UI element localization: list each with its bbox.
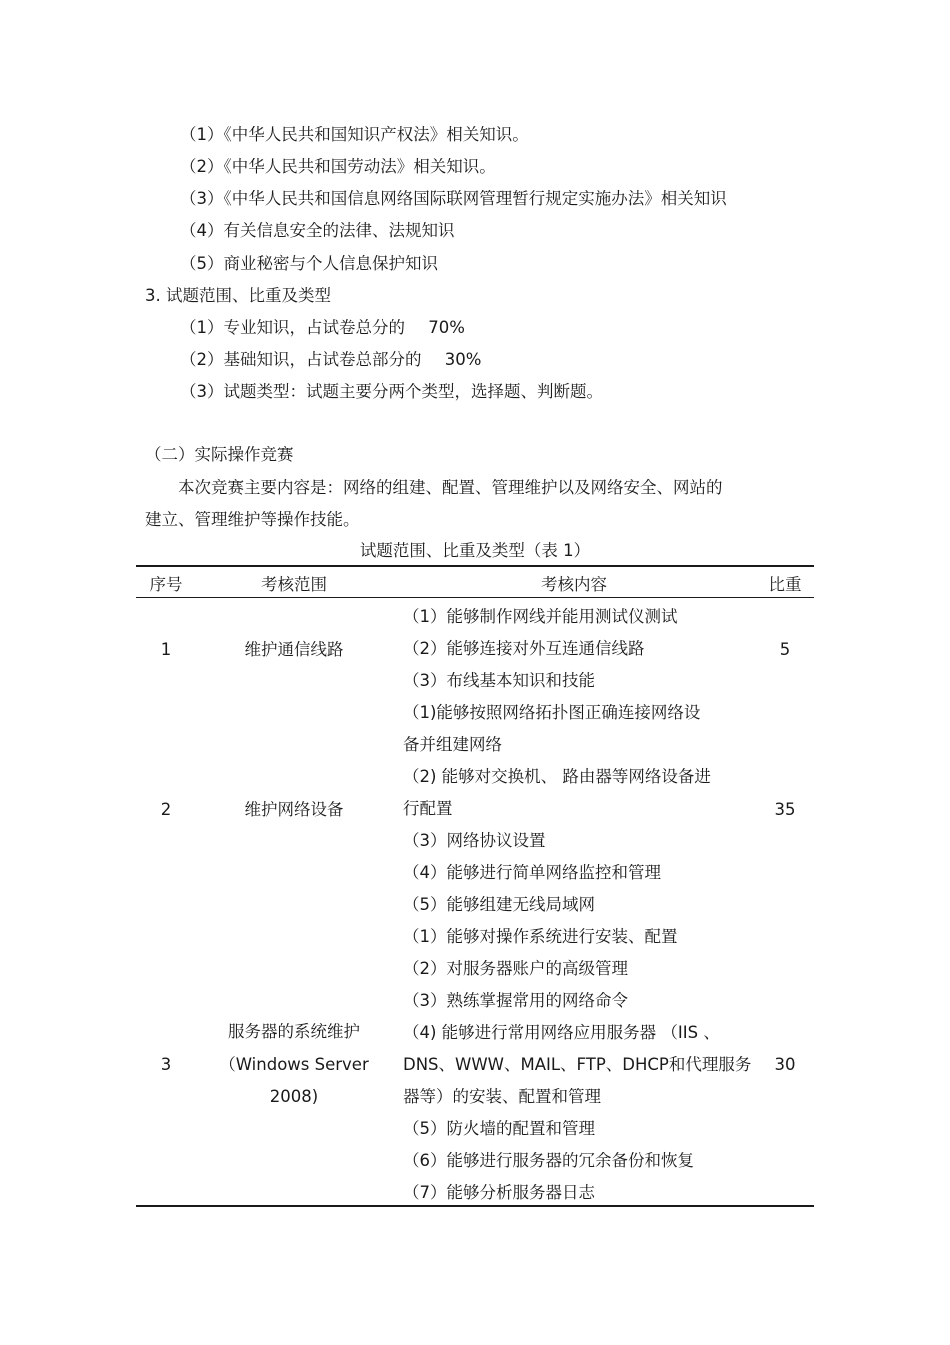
practical-heading: （二）实际操作竞赛 bbox=[145, 445, 294, 464]
row-content-line: （3）网络协议设置 bbox=[403, 831, 546, 850]
law-item: （4）有关信息安全的法律、法规知识 bbox=[180, 221, 455, 240]
law-item: （5）商业秘密与个人信息保护知识 bbox=[180, 254, 438, 273]
row-content-line: 器等）的安装、配置和管理 bbox=[403, 1087, 601, 1106]
header-weight: 比重 bbox=[768, 575, 802, 594]
row-content-line: DNS、WWW、MAIL、FTP、DHCP和代理服务 bbox=[403, 1055, 752, 1074]
practical-intro-line2: 建立、管理维护等操作技能。 bbox=[145, 510, 360, 529]
section3-item-text: （1）专业知识，占试卷总分的 bbox=[180, 318, 405, 337]
law-item: （2）《中华人民共和国劳动法》相关知识。 bbox=[180, 157, 496, 176]
row-content-line: （4）能够进行简单网络监控和管理 bbox=[403, 863, 661, 882]
row-content-line: （2）能够连接对外互连通信线路 bbox=[403, 639, 645, 658]
row-content-line: （5）能够组建无线局域网 bbox=[403, 895, 595, 914]
row-content-line: 行配置 bbox=[403, 799, 453, 818]
section3-item-text: （3）试题类型：试题主要分两个类型，选择题、判断题。 bbox=[180, 382, 603, 401]
header-no: 序号 bbox=[149, 575, 183, 594]
row-number: 1 bbox=[160, 640, 172, 659]
row-content-line: （5）防火墙的配置和管理 bbox=[403, 1119, 595, 1138]
section3-item-value: 70% bbox=[428, 318, 465, 337]
row-content-line: （2) 能够对交换机、 路由器等网络设备进 bbox=[403, 767, 711, 786]
row-content-line: （4) 能够进行常用网络应用服务器 （IIS 、 bbox=[403, 1023, 720, 1042]
header-scope: 考核范围 bbox=[261, 575, 327, 594]
row-scope: 服务器的系统维护 bbox=[228, 1022, 360, 1041]
row-content-line: （1）能够制作网线并能用测试仪测试 bbox=[403, 607, 678, 626]
law-item: （3）《中华人民共和国信息网络国际联网管理暂行规定实施办法》相关知识 bbox=[180, 189, 727, 208]
row-weight: 5 bbox=[779, 640, 791, 659]
section3-item-value: 30% bbox=[444, 350, 482, 369]
law-item: （1）《中华人民共和国知识产权法》相关知识。 bbox=[180, 125, 529, 144]
table-header-rule bbox=[136, 597, 814, 598]
row-number: 2 bbox=[160, 800, 172, 819]
row-number: 3 bbox=[160, 1055, 172, 1074]
row-weight: 30 bbox=[774, 1055, 796, 1074]
section3-item bbox=[180, 317, 465, 339]
row-content-line: （6）能够进行服务器的冗余备份和恢复 bbox=[403, 1151, 694, 1170]
row-content-line: （2）对服务器账户的高级管理 bbox=[403, 959, 628, 978]
header-content: 考核内容 bbox=[541, 575, 607, 594]
section3-heading: 3. 试题范围、比重及类型 bbox=[145, 286, 331, 305]
row-scope: 2008) bbox=[269, 1087, 319, 1106]
row-scope: 维护网络设备 bbox=[244, 800, 344, 819]
table-top-rule bbox=[136, 565, 814, 567]
section3-item bbox=[180, 349, 481, 371]
row-content-line: （3）熟练掌握常用的网络命令 bbox=[403, 991, 628, 1010]
row-scope: 维护通信线路 bbox=[244, 640, 344, 659]
row-content-line: （7）能够分析服务器日志 bbox=[403, 1183, 595, 1202]
row-scope: （Windows Server bbox=[219, 1055, 369, 1074]
row-content-line: 备并组建网络 bbox=[403, 735, 502, 754]
table-caption: 试题范围、比重及类型（表 1） bbox=[359, 541, 591, 560]
section3-item bbox=[180, 381, 603, 403]
practical-intro-line1: 本次竞赛主要内容是：网络的组建、配置、管理维护以及网络安全、网站的 bbox=[178, 478, 723, 497]
row-content-line: （1)能够按照网络拓扑图正确连接网络设 bbox=[403, 703, 701, 722]
table-bottom-rule bbox=[136, 1205, 814, 1207]
row-content-line: （3）布线基本知识和技能 bbox=[403, 671, 595, 690]
row-weight: 35 bbox=[774, 800, 796, 819]
section3-item-text: （2）基础知识，占试卷总部分的 bbox=[180, 350, 422, 369]
row-content-line: （1）能够对操作系统进行安装、配置 bbox=[403, 927, 678, 946]
